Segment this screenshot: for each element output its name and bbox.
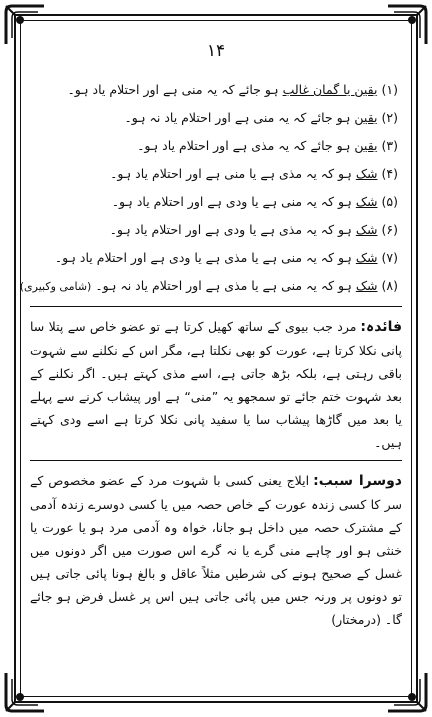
rule-item — [30, 160, 398, 188]
rule-text: ہو کہ یہ منی ہے یا مذی ہے اور احتلام یاد نہ ہو۔ — [95, 278, 352, 293]
rule-lead: شک — [355, 278, 378, 293]
rule-citation: (شامی وکبیری) — [19, 280, 92, 293]
rule-text: ہو کہ یہ مذی ہے یا منی ہے اور احتلام یاد ہو۔ — [110, 166, 352, 181]
rule-lead: یقین — [354, 138, 378, 153]
rule-text: ہو جائے کہ یہ مذی ہے اور احتلام یاد ہو۔ — [137, 138, 351, 153]
rule-number: (۷) — [381, 250, 398, 265]
second-cause-heading: دوسرا سبب: — [313, 473, 402, 489]
faida-text: مرد جب بیوی کے ساتھ کھیل کرتا ہے تو عضو خاص سے پتلا سا پانی نکلا کرتا ہے، عورت کو بھی نکلتا ہے، مگر اس کے نکلنے سے شہوت باقی رہتی ہے، بلکہ بڑھ جاتی ہے، اسے مذی کہتے ہیں۔ اگر نکلنے کے بعد شہوت ختم جائے تو سمجھو یہ ”منی“ ہے اور پیشاب کرنے سے پہلے یا بعد میں گاڑھا پیشاب سا یا سفید پانی نکلا کرتا ہے اسے ودی کہتے ہیں۔ — [30, 319, 402, 450]
rule-number: (۵) — [381, 194, 398, 209]
rule-lead: شک — [355, 166, 378, 181]
rule-item — [30, 132, 398, 160]
rule-number: (۴) — [381, 166, 398, 181]
rule-lead: شک — [355, 250, 378, 265]
rule-item — [30, 216, 398, 244]
rule-number: (۶) — [381, 222, 398, 237]
rule-item — [30, 104, 398, 132]
rule-text: ہو جائے کہ یہ منی ہے اور احتلام یاد نہ ہو۔ — [124, 110, 351, 125]
section-divider — [30, 460, 402, 461]
second-cause-paragraph — [30, 469, 402, 631]
rule-lead: شک — [355, 194, 378, 209]
rule-number: (۸) — [381, 278, 398, 293]
rule-text: ہو کہ یہ مذی ہے یا ودی ہے اور احتلام یاد ہو۔ — [109, 222, 352, 237]
faida-paragraph — [30, 315, 402, 454]
page-number: ۱۴ — [206, 41, 226, 61]
rule-lead: یقین — [354, 110, 378, 125]
rule-text: ہو کہ یہ منی ہے یا ودی ہے اور احتلام یاد ہو۔ — [111, 194, 352, 209]
section-divider — [30, 306, 402, 307]
rule-item — [19, 272, 398, 300]
rule-number: (۳) — [381, 138, 398, 153]
rule-number: (۱) — [381, 82, 398, 97]
page-content — [19, 40, 402, 688]
rules-list — [19, 76, 402, 300]
rule-lead: شک — [355, 222, 378, 237]
rule-item — [30, 244, 398, 272]
rule-item — [30, 188, 398, 216]
rule-text: ہو جائے کہ یہ منی ہے اور احتلام یاد ہو۔ — [67, 82, 279, 97]
faida-heading: فائدہ: — [360, 319, 402, 335]
rule-text: ہو کہ یہ منی ہے یا مذی ہے یا ودی ہے اور احتلام یاد ہو۔ — [54, 250, 352, 265]
rule-item — [30, 76, 398, 104]
rule-lead: یقین یا گمان غالب — [282, 82, 378, 97]
rule-number: (۲) — [381, 110, 398, 125]
second-cause-text: ایلاج یعنی کسی با شہوت مرد کے عضو مخصوص کے سر کا کسی زندہ عورت کے خاص حصہ میں یا کسی دوسرے زندہ آدمی کے مشترک حصہ میں داخل ہو جانا، خواہ وہ آدمی مرد ہو یا عورت یا خنثی ہو اور چاہے منی گرے یا نہ گرے اس صورت میں اگر دونوں میں غسل کے صحیح ہونے کی شرطیں مثلاً عاقل و بالغ ہونا پائی جاتی ہیں تو دونوں پر ورنہ جس میں پائی جاتی ہیں اس پر غسل فرض ہو جائے گا۔ (درمختار) — [30, 473, 402, 627]
